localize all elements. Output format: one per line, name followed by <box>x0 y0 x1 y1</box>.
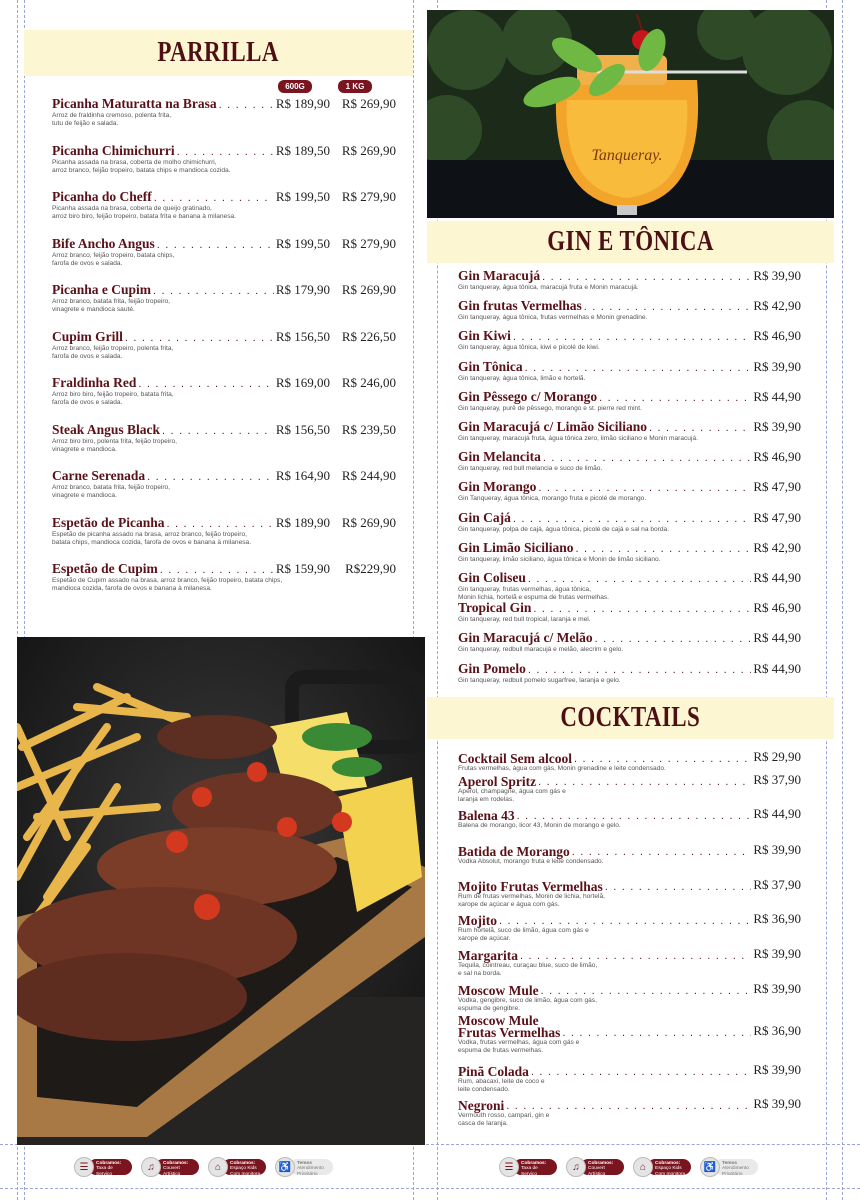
item-description: Gin tanqueray, frutas vermelhas, água tônica, Monin lichia, hortelã e espuma de frutas vermelhas. <box>458 586 609 601</box>
leader-dots <box>528 664 751 676</box>
price-1kg: R$ 244,90 <box>341 468 396 483</box>
item-description: Picanha assada na brasa, coberta de queijo gratinado, arroz biro biro, feijão tropeiro, batata frita e banana à milanesa. <box>52 205 236 220</box>
leader-dots <box>499 915 751 927</box>
leader-dots <box>533 603 751 615</box>
footer-badge <box>275 1157 333 1177</box>
leader-dots <box>167 518 274 530</box>
item-price: R$ 39,90 <box>753 419 801 434</box>
item-description: Arroz de fraldinha cremoso, polenta frita, tutu de feijão e salada. <box>52 112 172 127</box>
gin-item-row <box>458 600 801 616</box>
price-1kg: R$ 279,90 <box>341 235 396 251</box>
footer-badges-right <box>499 1156 758 1183</box>
item-name: Gin Kiwi <box>458 328 511 344</box>
item-description: Gin tanqueray, redbull maracujá e melão, alecrim e gelo. <box>458 646 624 654</box>
item-name: Negroni <box>458 1098 505 1113</box>
item-description: Vodka, frutas vermelhas, água com gás e espuma de frutas vermelhas. <box>458 1039 580 1054</box>
footer-badge-line: Cobramos: <box>655 1161 681 1166</box>
footer-badge-line: Cobramos: <box>230 1161 256 1166</box>
parrilla-item-row <box>52 236 396 252</box>
parrilla-item <box>52 422 396 454</box>
footer-badge <box>141 1157 199 1177</box>
item-name: Espetão de Cupim <box>52 561 158 576</box>
leader-dots <box>576 543 752 555</box>
item-description: Arroz branco, feijão tropeiro, polenta frita, farofa de ovos e salada. <box>52 344 174 360</box>
size-labels <box>278 80 372 93</box>
footer-badge-line: Com monitora <box>655 1171 686 1177</box>
item-price: R$ 39,90 <box>753 1062 801 1077</box>
service-fee-icon: ☰ <box>499 1157 519 1177</box>
leader-dots <box>531 1066 751 1078</box>
leader-dots <box>541 985 752 997</box>
kids-area-icon: ⌂ <box>633 1157 653 1177</box>
item-price: R$ 44,90 <box>753 388 801 404</box>
gin-item <box>458 540 801 564</box>
item-description: Gin tanqueray, red bull tropical, laranja e mel. <box>458 616 591 624</box>
footer-badge-line: Temos <box>722 1161 738 1166</box>
size-label-600g: 600G <box>278 80 312 93</box>
gin-item <box>458 570 801 602</box>
item-name: Moscow Mule Frutas Vermelhas <box>458 1013 561 1040</box>
leader-dots <box>177 146 274 158</box>
item-description: Tequila, cointreau, curaçau blue, suco de limão, e sal na borda. <box>458 962 598 977</box>
item-price: R$ 46,90 <box>753 328 801 344</box>
item-name: Gin Tônica <box>458 358 523 374</box>
item-name: Espetão de Picanha <box>52 514 165 530</box>
footer-badge <box>633 1157 691 1177</box>
footer-badge-line: Atendimento <box>722 1166 749 1172</box>
item-description: Gin tanqueray, água tônica, maracujá fruta e Monin maracujá. <box>458 284 639 291</box>
gin-item-row <box>458 389 801 405</box>
leader-dots <box>147 471 274 483</box>
leader-dots <box>154 192 274 204</box>
leader-dots <box>525 362 752 374</box>
price-600g: R$ 164,90 <box>275 468 330 483</box>
leader-dots <box>584 301 752 313</box>
cocktail-item <box>458 806 801 830</box>
item-name: Gin Limão Siciliano <box>458 539 574 555</box>
cocktail-item <box>458 749 801 773</box>
gin-item <box>458 419 801 443</box>
price-1kg: R$ 269,90 <box>341 96 396 111</box>
item-name: Picanha Chimichurri <box>52 142 175 158</box>
cocktail-item <box>458 946 801 978</box>
footer-badge-line: 10% opcional <box>96 1177 125 1183</box>
item-name: Pinã Colada <box>458 1064 529 1079</box>
item-description: Espetão de picanha assado na brasa, arroz branco, feijão tropeiro, batata chips, mandioca cozida, farofa de ovos e banana à milanesa. <box>52 530 252 546</box>
footer-badge-line: Prioritário <box>722 1171 743 1177</box>
gin-item <box>458 359 801 383</box>
cocktail-item-row <box>458 842 801 858</box>
parrilla-item <box>52 375 396 407</box>
price-600g: R$ 199,50 <box>275 189 330 204</box>
item-price: R$ 39,90 <box>753 1096 801 1111</box>
item-description: Espetão de Cupim assado na brasa, arroz branco, feijão tropeiro, batata chips, mandioca cozida, farofa de ovos e banana à milanesa. <box>52 577 283 592</box>
item-name: Gin Maracujá c/ Melão <box>458 630 593 646</box>
price-1kg: R$229,90 <box>345 561 396 576</box>
parrilla-item-row <box>52 468 396 484</box>
price-1kg: R$ 246,00 <box>341 375 396 390</box>
item-name: Fraldinha Red <box>52 375 137 390</box>
gin-item <box>458 510 801 534</box>
parrilla-item-row <box>52 561 396 577</box>
size-label-1kg: 1 KG <box>338 80 372 93</box>
gin-item <box>458 600 801 624</box>
leader-dots <box>599 392 751 404</box>
gin-header <box>427 221 834 263</box>
price-600g: R$ 189,90 <box>275 514 330 530</box>
cocktail-illustration <box>427 10 834 218</box>
item-name: Aperol Spritz <box>458 774 537 789</box>
item-description: Gin tanqueray, água tônica, kiwi e picolé de kiwi. <box>458 344 600 352</box>
footer-badge-text <box>289 1159 333 1175</box>
parrilla-item-row <box>52 329 396 345</box>
cocktail-item <box>458 1062 801 1094</box>
gin-item <box>458 268 801 292</box>
price-600g: R$ 169,00 <box>275 375 330 390</box>
leader-dots <box>153 285 274 297</box>
item-price: R$ 36,90 <box>753 911 801 926</box>
item-description: Arroz branco, feijão tropeiro, batata chips, farofa de ovos e salada. <box>52 251 175 267</box>
item-price: R$ 47,90 <box>753 509 801 525</box>
item-name: Cupim Grill <box>52 328 123 344</box>
parrilla-item-row <box>52 282 396 298</box>
footer-badge <box>208 1157 266 1177</box>
price-600g: R$ 189,90 <box>275 96 330 111</box>
footer-badge-line: Taxa de Serviço <box>96 1166 113 1177</box>
item-name: Mojito <box>458 913 497 928</box>
footer-badge <box>74 1157 132 1183</box>
item-price: R$ 44,90 <box>753 806 801 821</box>
cocktail-item <box>458 1096 801 1128</box>
cocktail-item-row <box>458 1062 801 1078</box>
item-description: Gin tanqueray, red bull melancia e suco de limão. <box>458 465 603 473</box>
leader-dots <box>517 810 752 822</box>
cocktail-item-row <box>458 772 801 788</box>
parrilla-item <box>52 515 396 547</box>
steak-illustration <box>17 637 425 1145</box>
leader-dots <box>513 513 751 525</box>
leader-dots <box>219 99 274 111</box>
price-600g: R$ 189,50 <box>275 142 330 158</box>
item-name: Balena 43 <box>458 808 515 823</box>
item-name: Picanha do Cheff <box>52 189 152 204</box>
item-name: Cocktail Sem alcool <box>458 751 572 766</box>
item-name: Gin Cajá <box>458 509 511 525</box>
item-description: Frutas vermelhas, água com gás, Monin grenadine e leite condensado. <box>458 765 666 772</box>
parrilla-item <box>52 96 396 128</box>
price-600g: R$ 156,50 <box>275 421 330 437</box>
item-price: R$ 39,90 <box>753 946 801 961</box>
footer-badge <box>566 1157 624 1177</box>
item-price: R$ 47,90 <box>753 479 801 495</box>
item-price: R$ 42,90 <box>753 298 801 314</box>
gin-item-row <box>458 419 801 435</box>
cocktail-item <box>458 911 801 943</box>
item-description: Gin tanqueray, redbull pomelo sugarfree, laranja e gelo. <box>458 676 621 684</box>
item-price: R$ 46,90 <box>753 449 801 465</box>
gin-item-row <box>458 540 801 556</box>
item-name: Gin Pomelo <box>458 660 526 676</box>
item-description: Gin tanqueray, água tônica, limão e hortelã. <box>458 374 586 382</box>
item-price: R$ 37,90 <box>753 877 801 892</box>
footer-badge-text <box>580 1159 624 1175</box>
cocktail-item <box>458 1015 801 1055</box>
gin-item-row <box>458 510 801 526</box>
item-name: Moscow Mule <box>458 983 539 998</box>
gin-item <box>458 449 801 473</box>
gin-item-row <box>458 298 801 314</box>
leader-dots <box>538 482 751 494</box>
item-description: Balena de morango, licor 43, Monin de morango e gelo. <box>458 822 621 829</box>
gin-title: GIN E TÔNICA <box>547 226 714 257</box>
cocktail-item-row <box>458 806 801 822</box>
parrilla-item-row <box>52 375 396 391</box>
item-description: Gin tanqueray, água tônica, frutas vermelhas e Monin grenadine. <box>458 314 648 322</box>
item-description: Rum de frutas vermelhas, Monin de lichia, hortelã, xarope de açúcar e água com gás. <box>458 893 605 908</box>
leader-dots <box>160 564 274 576</box>
item-name: Picanha e Cupim <box>52 282 152 297</box>
item-name: Gin Maracujá c/ Limão Siciliano <box>458 419 647 434</box>
gin-item-row <box>458 328 801 344</box>
accessibility-icon: ♿ <box>275 1157 295 1177</box>
leader-dots <box>138 378 273 390</box>
cocktail-item-row <box>458 981 801 997</box>
gin-item-row <box>458 479 801 495</box>
parrilla-title: PARRILLA <box>157 37 280 68</box>
item-description: Gin tanqueray, maracujá fruta, água tônica zero, limão siciliano e Monin maracujá. <box>458 435 698 442</box>
item-name: Gin Morango <box>458 479 537 495</box>
glass-brand-text: Tanqueray. <box>591 147 663 164</box>
footer-badge-line: Espaço Kids <box>655 1166 682 1172</box>
leader-dots <box>562 1027 751 1039</box>
item-name: Gin Pêssego c/ Morango <box>458 388 598 404</box>
item-description: Rum, abacaxi, leite de coco e leite condensado. <box>458 1078 545 1093</box>
accessibility-icon: ♿ <box>700 1157 720 1177</box>
footer-badge-line: Taxa de Serviço <box>521 1166 538 1177</box>
drink-photo <box>427 10 834 218</box>
parrilla-item <box>52 143 396 175</box>
item-description: Arroz branco, batata frita, feijão tropeiro, vinagrete e mandioca. <box>52 484 171 499</box>
price-1kg: R$ 279,90 <box>341 189 396 204</box>
item-name: Carne Serenada <box>52 468 146 483</box>
item-price: R$ 39,90 <box>753 842 801 857</box>
cocktail-item-row <box>458 749 801 765</box>
cocktail-item-row <box>458 1015 801 1039</box>
item-description: Gin tanqueray, purê de pêssego, morango e st. pierre red mint. <box>458 404 642 412</box>
leader-dots <box>605 881 752 893</box>
parrilla-item-row <box>52 515 396 531</box>
steak-photo <box>17 637 425 1145</box>
leader-dots <box>157 239 274 251</box>
price-600g: R$ 199,50 <box>275 235 330 251</box>
footer-badge-line: Espaço Kids <box>230 1166 257 1172</box>
price-600g: R$ 156,50 <box>275 328 330 344</box>
leader-dots <box>649 422 751 434</box>
leader-dots <box>572 846 752 858</box>
parrilla-item <box>52 561 396 593</box>
item-description: Vermouth rosso, campari, gin e casca de laranja. <box>458 1112 550 1127</box>
gin-item-row <box>458 449 801 465</box>
price-1kg: R$ 269,90 <box>341 514 396 530</box>
cocktail-item <box>458 772 801 804</box>
item-description: Arroz biro biro, feijão tropeiro, batata frita, farofa de ovos e salada. <box>52 391 174 406</box>
item-name: Gin frutas Vermelhas <box>458 298 582 314</box>
footer-badge-line: Couvert <box>163 1166 180 1172</box>
item-name: Margarita <box>458 948 518 963</box>
leader-dots <box>125 332 274 344</box>
guide-line <box>842 0 843 1200</box>
item-name: Gin Melancita <box>458 449 541 465</box>
item-description: Picanha assada na brasa, coberta de molho chimichurri, arroz branco, feijão tropeiro, batata chips e mandioca cozida. <box>52 158 231 174</box>
gin-item-row <box>458 268 801 284</box>
gin-item-row <box>458 570 801 586</box>
item-name: Batida de Morango <box>458 844 570 859</box>
leader-dots <box>513 331 751 343</box>
music-icon: ♫ <box>566 1157 586 1177</box>
item-price: R$ 29,90 <box>753 749 801 764</box>
footer-badge-text <box>513 1159 557 1183</box>
parrilla-item-row <box>52 96 396 112</box>
item-price: R$ 36,90 <box>753 1023 801 1038</box>
footer-badge-line: Artístico <box>588 1171 606 1177</box>
item-name: Gin Maracujá <box>458 268 541 283</box>
footer-badge-line: Prioritário <box>297 1171 318 1177</box>
guide-line <box>0 1188 860 1189</box>
price-1kg: R$ 239,50 <box>341 421 396 437</box>
music-icon: ♫ <box>141 1157 161 1177</box>
price-1kg: R$ 226,50 <box>341 328 396 344</box>
item-price: R$ 39,90 <box>753 981 801 996</box>
item-name: Picanha Maturatta na Brasa <box>52 96 217 111</box>
item-price: R$ 44,90 <box>753 660 801 676</box>
parrilla-item <box>52 236 396 268</box>
leader-dots <box>538 776 751 788</box>
gin-item-row <box>458 630 801 646</box>
footer-badge-line: Artístico <box>163 1171 181 1177</box>
item-description: Gin Tanqueray, água tônica, morango fruta e picolé de morango. <box>458 495 647 503</box>
leader-dots <box>542 271 751 283</box>
parrilla-item-row <box>52 422 396 438</box>
gin-item-row <box>458 661 801 677</box>
footer-badge-text <box>88 1159 132 1183</box>
item-description: Gin tanqueray, polpa de cajá, água tônica, picolé de cajá e sal na borda. <box>458 525 670 533</box>
leader-dots <box>574 753 751 765</box>
item-name: Steak Angus Black <box>52 421 161 437</box>
price-600g: R$ 159,90 <box>275 561 330 576</box>
item-name: Tropical Gin <box>458 600 532 616</box>
gin-item <box>458 479 801 503</box>
gin-item <box>458 298 801 322</box>
item-name: Mojito Frutas Vermelhas <box>458 879 603 894</box>
parrilla-item-row <box>52 143 396 159</box>
footer-badge-line: 10% opcional <box>521 1177 550 1183</box>
footer-badge-line: Cobramos: <box>588 1161 614 1166</box>
footer-badge <box>700 1157 758 1177</box>
item-name: Gin Coliseu <box>458 570 526 585</box>
price-1kg: R$ 269,90 <box>341 142 396 158</box>
cocktails-header <box>427 697 834 739</box>
footer-badge-line: Cobramos: <box>163 1161 189 1166</box>
leader-dots <box>528 573 751 585</box>
cocktail-item <box>458 877 801 909</box>
parrilla-item <box>52 189 396 221</box>
footer-badge-text <box>222 1159 266 1175</box>
leader-dots <box>543 452 751 464</box>
cocktail-item-row <box>458 1096 801 1112</box>
item-price: R$ 37,90 <box>753 772 801 787</box>
item-price: R$ 46,90 <box>753 600 801 616</box>
item-price: R$ 44,90 <box>753 630 801 646</box>
parrilla-item <box>52 468 396 500</box>
footer-badge-text <box>714 1159 758 1175</box>
cocktails-title: COCKTAILS <box>560 702 701 733</box>
item-description: Rum hortelã, suco de limão, água com gás e xarope de açúcar. <box>458 927 589 942</box>
item-description: Arroz branco, batata frita, feijão tropeiro, vinagrete e mandioca sauté. <box>52 298 171 313</box>
gin-item <box>458 630 801 654</box>
cocktail-item-row <box>458 877 801 893</box>
parrilla-item <box>52 329 396 361</box>
item-price: R$ 42,90 <box>753 539 801 555</box>
item-description: Vodka, gengibre, suco de limão, água com gás, espuma de gengibre. <box>458 997 597 1012</box>
kids-area-icon: ⌂ <box>208 1157 228 1177</box>
footer-badges-left <box>74 1156 333 1183</box>
price-600g: R$ 179,90 <box>275 282 330 297</box>
item-description: Aperol, champagne, água com gás e laranja em rodelas. <box>458 788 566 803</box>
gin-item <box>458 328 801 352</box>
parrilla-header <box>24 30 413 76</box>
leader-dots <box>520 950 751 962</box>
footer-badge-text <box>155 1159 199 1175</box>
gin-item-row <box>458 359 801 375</box>
price-1kg: R$ 269,90 <box>341 282 396 297</box>
footer-badge-line: Cobramos: <box>521 1161 547 1166</box>
footer-badge-line: Couvert <box>588 1166 605 1172</box>
gin-item <box>458 389 801 413</box>
cocktail-item <box>458 981 801 1013</box>
item-name: Bife Ancho Angus <box>52 235 155 251</box>
item-price: R$ 39,90 <box>753 268 801 283</box>
parrilla-item <box>52 282 396 314</box>
item-price: R$ 39,90 <box>753 358 801 374</box>
footer-badge-line: Com monitora <box>230 1171 261 1177</box>
footer-badge-line: Cobramos: <box>96 1161 122 1166</box>
cocktail-item-row <box>458 946 801 962</box>
item-description: Arroz biro biro, polenta frita, feijão tropeiro, vinagrete e mandioca. <box>52 437 177 453</box>
leader-dots <box>162 425 274 437</box>
footer-badge <box>499 1157 557 1183</box>
cocktail-item <box>458 842 801 866</box>
parrilla-item-row <box>52 189 396 205</box>
item-price: R$ 44,90 <box>753 570 801 585</box>
gin-item <box>458 661 801 685</box>
service-fee-icon: ☰ <box>74 1157 94 1177</box>
leader-dots <box>595 633 752 645</box>
footer-badge-line: Atendimento <box>297 1166 324 1172</box>
leader-dots <box>506 1100 751 1112</box>
footer-badge-text <box>647 1159 691 1175</box>
cocktail-item-row <box>458 911 801 927</box>
item-description: Gin tanqueray, limão siciliano, água tônica e Monin de limão siciliano. <box>458 555 661 563</box>
footer-badge-line: Temos <box>297 1161 313 1166</box>
item-description: Vodka Absolut, morango fruta e leite condensado. <box>458 858 604 865</box>
